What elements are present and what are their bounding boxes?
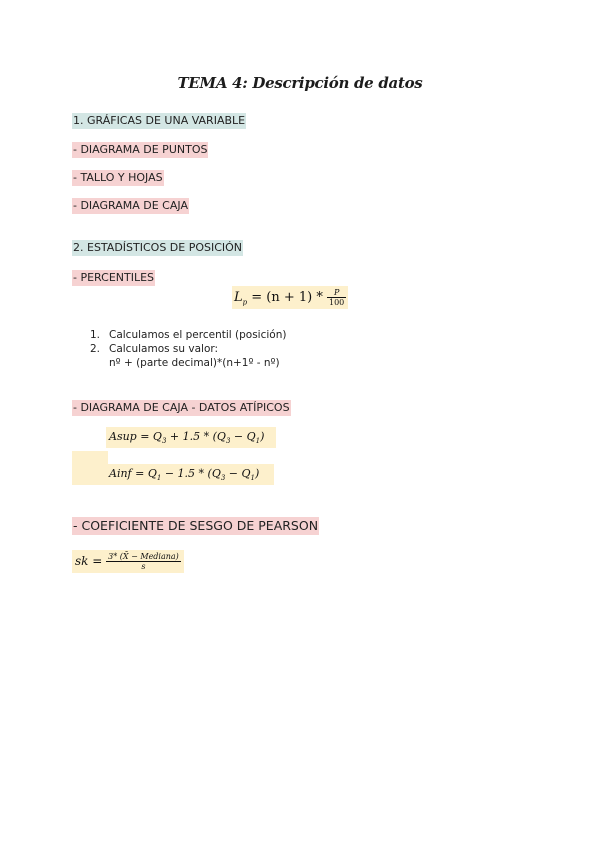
formula-percentil: $L_p = (n + 1)$ * $\frac{P}{100}$ [232,286,348,309]
formula-sk: sk = $\frac{\text{3* (X̄ − Mediana)}}{s}$ [72,550,184,573]
item-diagrama-caja: - DIAGRAMA DE CAJA [73,199,188,212]
formula-asup: Asup = $Q_3 + 1.5 * (Q_3 - Q_1)$ [106,427,276,448]
item-datos-atipicos: - DIAGRAMA DE CAJA - DATOS ATÍPICOS [73,401,290,414]
list-item-continuation: nº + (parte decimal)*(n+1º - nº) [109,357,280,369]
item-tallo-hojas: - TALLO Y HOJAS [73,171,163,184]
item-diagrama-puntos: - DIAGRAMA DE PUNTOS [73,143,208,156]
item-percentiles: - PERCENTILES [73,271,155,284]
steps-list [90,328,286,370]
highlight-gap [72,451,108,464]
section-heading-estadisticos: 2. ESTADÍSTICOS DE POSICIÓN [73,241,243,254]
section-heading-graficas: 1. GRÁFICAS DE UNA VARIABLE [73,114,246,127]
list-item: 2. Calculamos su valor: [90,343,219,355]
page-title: TEMA 4: Descripción de datos [177,74,423,92]
formula-ainf: Ainf = $Q_1 - 1.5 * (Q_3 - Q_1)$ [72,464,274,485]
item-pearson: - COEFICIENTE DE SESGO DE PEARSON [73,518,319,533]
list-item: 1. Calculamos el percentil (posición) [90,329,287,341]
